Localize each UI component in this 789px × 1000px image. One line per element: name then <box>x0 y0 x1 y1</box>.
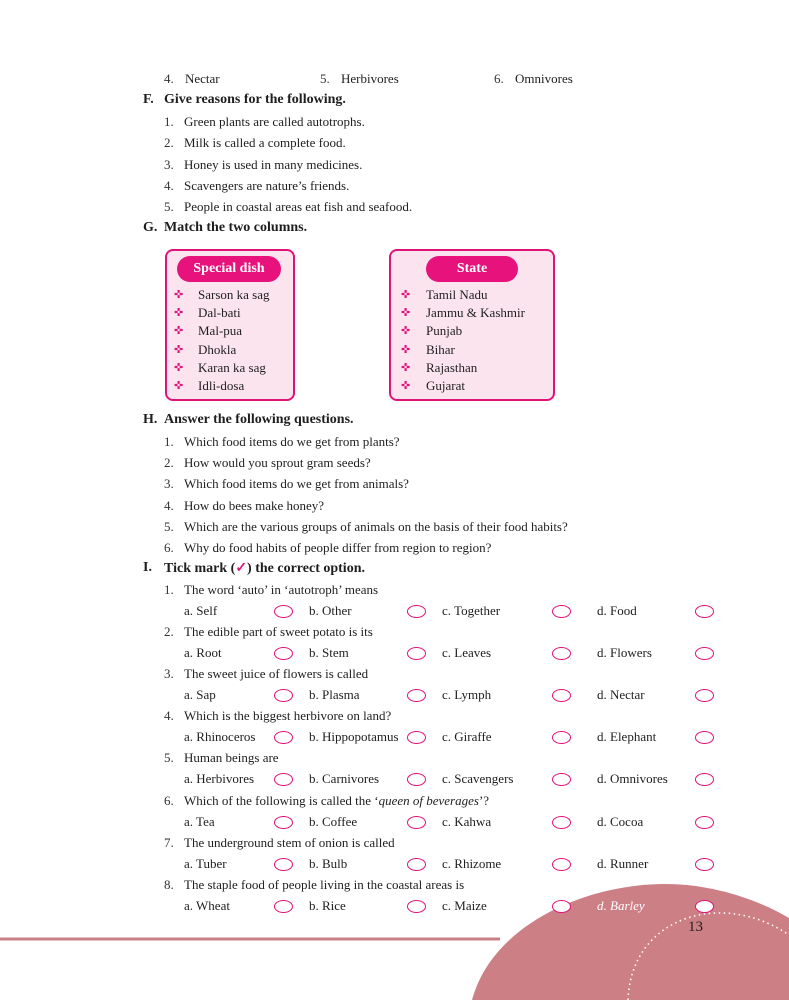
answer-oval-checkbox[interactable] <box>552 816 571 829</box>
reason-item-number: 5. <box>164 199 174 215</box>
flower-bullet-icon: ✜ <box>174 380 184 392</box>
answer-oval-checkbox[interactable] <box>407 605 426 618</box>
answer-oval-checkbox[interactable] <box>274 816 293 829</box>
mcq-question-text: Human beings are <box>184 750 279 766</box>
mcq-number: 2. <box>164 624 174 640</box>
mcq-option-label: b. Stem <box>309 645 349 661</box>
answer-oval-checkbox[interactable] <box>552 647 571 660</box>
mcq-option-label: d. Flowers <box>597 645 652 661</box>
mcq-option-label: d. Barley <box>597 897 645 913</box>
reason-item-text: Milk is called a complete food. <box>184 135 346 151</box>
mcq-question-text: Which is the biggest herbivore on land? <box>184 708 392 724</box>
answer-oval-checkbox[interactable] <box>552 900 571 913</box>
flower-bullet-icon: ✜ <box>174 361 184 374</box>
mcq-option-label: c. Maize <box>442 897 487 913</box>
column-item: Gujarat <box>426 378 465 393</box>
column-item: Punjab <box>426 323 463 339</box>
mcq-option-label: d. Omnivores <box>597 771 668 787</box>
answer-oval-checkbox[interactable] <box>407 900 426 913</box>
reason-item-number: 1. <box>164 114 174 129</box>
mcq-option-label: a. Tuber <box>184 855 227 871</box>
answer-oval-checkbox[interactable] <box>695 900 714 913</box>
answer-oval-checkbox[interactable] <box>274 900 293 913</box>
column-item: Sarson ka sag <box>198 287 270 302</box>
answer-oval-checkbox[interactable] <box>552 605 571 618</box>
section-i-title <box>164 560 365 577</box>
special-dish-heading: Special dish <box>177 256 281 282</box>
section-i-title-post: ) the correct option. <box>247 561 365 576</box>
column-item: Dal-bati <box>198 305 241 321</box>
question-item-number: 2. <box>164 455 174 471</box>
mcq-option-label: d. Food <box>597 603 637 618</box>
answer-oval-checkbox[interactable] <box>695 858 714 871</box>
reason-item-text: Green plants are called autotrophs. <box>184 114 365 129</box>
mcq-option-label: d. Nectar <box>597 687 645 703</box>
flower-bullet-icon: ✜ <box>401 307 411 320</box>
mcq-option-label: b. Bulb <box>309 855 348 871</box>
mcq-option-label: a. Herbivores <box>184 771 255 787</box>
mcq-option-label: a. Tea <box>184 813 215 829</box>
answer-oval-checkbox[interactable] <box>695 647 714 660</box>
answer-oval-checkbox[interactable] <box>274 858 293 871</box>
mcq-question-text <box>184 793 489 809</box>
answer-oval-checkbox[interactable] <box>407 816 426 829</box>
mcq-number: 3. <box>164 666 174 682</box>
column-item: Dhokla <box>198 341 237 357</box>
mcq-option-label: b. Hippopotamus <box>309 729 399 745</box>
question-item-text: Which are the various groups of animals on the basis of their food habits? <box>184 518 568 534</box>
mcq-option-label: a. Wheat <box>184 897 230 913</box>
flower-bullet-icon: ✜ <box>401 380 411 392</box>
mcq-option-label: a. Rhinoceros <box>184 729 256 745</box>
state-heading: State <box>426 256 518 282</box>
question-item-text: How do bees make honey? <box>184 497 325 513</box>
flower-bullet-icon: ✜ <box>174 325 184 338</box>
section-i-letter: I. <box>143 560 152 575</box>
column-item: Idli-dosa <box>198 378 245 393</box>
reason-item-number: 2. <box>164 135 174 151</box>
answer-oval-checkbox[interactable] <box>695 605 714 618</box>
mcq-question-text: The word ‘auto’ in ‘autotroph’ means <box>184 582 379 597</box>
mcq-number: 1. <box>164 582 174 597</box>
mcq-number: 8. <box>164 876 174 892</box>
mcq-option-label: b. Carnivores <box>309 771 380 787</box>
question-item-number: 3. <box>164 476 174 492</box>
column-item: Rajasthan <box>426 359 478 375</box>
section-f-title: Give reasons for the following. <box>164 92 346 107</box>
question-item-number: 1. <box>164 434 174 449</box>
question-item-text: How would you sprout gram seeds? <box>184 455 371 471</box>
top-row-number: 4. <box>164 71 174 86</box>
mcq-question-text: The edible part of sweet potato is its <box>184 624 373 640</box>
mcq-question-post: ’? <box>478 792 490 808</box>
answer-oval-checkbox[interactable] <box>407 858 426 871</box>
column-item: Jammu & Kashmir <box>426 305 525 321</box>
mcq-option-label: d. Cocoa <box>597 813 644 829</box>
mcq-question-text: The sweet juice of flowers is called <box>184 666 369 682</box>
column-item: Bihar <box>426 341 455 357</box>
mcq-question-text: The underground stem of onion is called <box>184 834 395 850</box>
mcq-number: 6. <box>164 792 174 808</box>
reason-item-text: Scavengers are nature’s friends. <box>184 177 350 193</box>
page-number: 13 <box>688 919 703 935</box>
mcq-question-text: The staple food of people living in the coastal areas is <box>184 876 465 892</box>
question-item-number: 5. <box>164 518 174 534</box>
column-item: Mal-pua <box>198 323 243 339</box>
mcq-number: 5. <box>164 750 174 766</box>
answer-oval-checkbox[interactable] <box>274 605 293 618</box>
mcq-option-label: b. Coffee <box>309 813 358 829</box>
top-row-answer: Omnivores <box>515 71 573 86</box>
section-i-title-pre: Tick mark ( <box>164 561 236 576</box>
mcq-number: 4. <box>164 708 174 724</box>
section-h-letter: H. <box>143 412 158 427</box>
mcq-number: 7. <box>164 834 174 850</box>
top-row-number: 6. <box>494 71 504 86</box>
flower-bullet-icon: ✜ <box>174 289 184 301</box>
reason-item-number: 4. <box>164 177 174 193</box>
flower-bullet-icon: ✜ <box>401 343 411 356</box>
section-g-title: Match the two columns. <box>164 220 308 235</box>
mcq-option-label: a. Sap <box>184 687 216 703</box>
column-item: Tamil Nadu <box>426 287 488 302</box>
mcq-option-label: d. Runner <box>597 855 649 871</box>
mcq-option-label: c. Rhizome <box>442 855 502 871</box>
question-item-text: Why do food habits of people differ from region to region? <box>184 540 492 555</box>
top-row-answer: Herbivores <box>341 71 399 86</box>
answer-oval-checkbox[interactable] <box>552 858 571 871</box>
flower-bullet-icon: ✜ <box>174 343 184 356</box>
question-item-number: 4. <box>164 497 174 513</box>
question-item-number: 6. <box>164 540 174 555</box>
column-item: Karan ka sag <box>198 359 266 375</box>
mcq-option-label: c. Kahwa <box>442 813 492 829</box>
section-g-letter: G. <box>143 220 158 235</box>
reason-item-text: People in coastal areas eat fish and seafood. <box>184 199 413 215</box>
mcq-option-label: c. Together <box>442 603 501 618</box>
flower-bullet-icon: ✜ <box>174 307 184 320</box>
mcq-option-label: b. Plasma <box>309 687 360 703</box>
top-row-answer: Nectar <box>185 71 220 86</box>
mcq-option-label: b. Other <box>309 603 352 618</box>
mcq-option-label: c. Giraffe <box>442 729 492 745</box>
mcq-option-label: a. Self <box>184 603 218 618</box>
reason-item-text: Honey is used in many medicines. <box>184 156 363 172</box>
mcq-option-label: c. Leaves <box>442 645 492 661</box>
mcq-option-label: c. Scavengers <box>442 771 514 787</box>
question-item-text: Which food items do we get from animals? <box>184 476 409 492</box>
answer-oval-checkbox[interactable] <box>407 647 426 660</box>
flower-bullet-icon: ✜ <box>401 361 411 374</box>
flower-bullet-icon: ✜ <box>401 289 411 301</box>
section-f-letter: F. <box>143 92 154 107</box>
mcq-option-label: a. Root <box>184 645 222 661</box>
mcq-option-label: b. Rice <box>309 897 346 913</box>
mcq-question-emphasis: queen of beverages <box>378 792 479 808</box>
section-h-title: Answer the following questions. <box>164 412 354 427</box>
answer-oval-checkbox[interactable] <box>274 647 293 660</box>
mcq-question-pre: Which of the following is called the ‘ <box>184 792 379 808</box>
top-row-number: 5. <box>320 71 330 86</box>
tick-icon: ✓ <box>235 561 248 576</box>
mcq-option-label: c. Lymph <box>442 687 492 703</box>
answer-oval-checkbox[interactable] <box>695 816 714 829</box>
flower-bullet-icon: ✜ <box>401 325 411 338</box>
question-item-text: Which food items do we get from plants? <box>184 434 400 449</box>
reason-item-number: 3. <box>164 156 174 172</box>
mcq-option-label: d. Elephant <box>597 729 657 745</box>
